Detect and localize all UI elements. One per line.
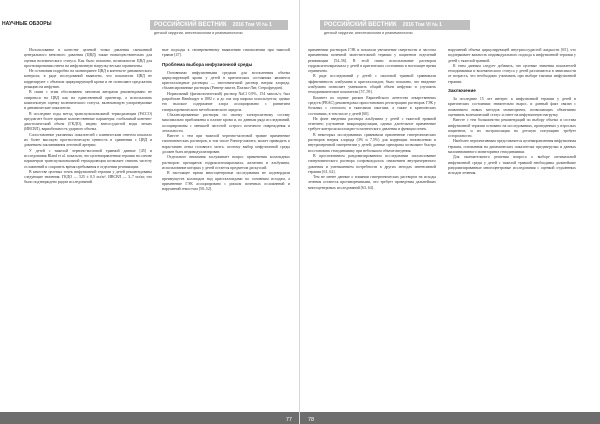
right-page-body bbox=[300, 48, 600, 406]
paragraph: В настоящее время многоцентровые исследования не подтвердили преимуществ коллоидов над кристаллоидами по основным исходам, а применение ГЭК ассоциировано с риском почечных осложнений и нарушений гемостаза [50–52]. bbox=[162, 171, 290, 192]
paragraph: На фоне введения раствора альбумина у детей с тяжелой травмой отмечено улучшение микроциркуляции, однако длительное применение требует контроля коллоидно-осмотического давления и функции почек. bbox=[308, 116, 436, 132]
paragraph: Сопоставление указанных показателей с клиническим ответом показало их более высокую прогностическую ценность в сравнении с ЦВД и давлением заклинивания легочной артерии. bbox=[24, 132, 152, 148]
paragraph: Сбалансированные растворы по своему электролитному составу максимально приближены к плазме крови и, по данным ряда исследований, ассоциированы с меньшей частотой острого почечного повреждения и летальности. bbox=[162, 112, 290, 133]
paragraph: Комитет по оценке рисков Европейского агентства лекарственных средств (PRAC) рекомендовал приостановить регистрацию растворов ГЭК у больных с сепсисом и тяжелыми ожогами, а также в критических состояниях, в том числе у детей [60]. bbox=[308, 95, 436, 116]
paragraph: Не остановим подробно на мониторинге ЦВД в контексте динамического контроля; в ряде исследований выявлено, что показатели ЦВД не коррелируют с объемом циркулирующей крови и не позволяют предсказать реакцию на инфузию. bbox=[24, 69, 152, 90]
journal-title bbox=[320, 20, 470, 30]
paragraph: У детей с тяжелой черепно-мозговой травмой данные [45] и исследования Bland et al. показали, что целенаправленная терапия на основе параметров транспульмональной термодилюции позволяет снизить частоту осложнений и сократить время пребывания в отделении реанимации. bbox=[24, 148, 152, 169]
journal-title bbox=[150, 20, 288, 30]
paragraph: нарушений объема циркулирующей внутрисосудистой жидкости [65], что подчеркивает важность индивидуального подхода к инфузионной терапии у детей с тяжелой травмой. bbox=[448, 48, 576, 63]
right-column-2 bbox=[448, 48, 576, 406]
section-label: НАУЧНЫЕ ОБЗОРЫ bbox=[2, 21, 52, 27]
right-page-footer bbox=[300, 412, 600, 424]
paragraph: применении растворов ГЭК и показали увеличение смертности и частоты применения почечной заместительной терапии у пациентов отделений реанимации [54–56]. В этой связи использование растворов гидроксиэтилкрахмала у детей в критических состояниях в настоящее время ограничено. bbox=[308, 48, 436, 74]
right-column-1 bbox=[308, 48, 436, 406]
paragraph: Тем не менее данные о влиянии гипертонических растворов на исходы лечения остаются противоречивыми, что требует проведения дальнейших многоцентровых исследований [63, 64]. bbox=[308, 175, 436, 190]
paragraph: Основными инфузионными средами для восполнения объема циркулирующей крови у детей в критических состояниях являются кристаллоидные растворы — изотонический раствор натрия хлорида, сбалансированные растворы (Рингер-лактат, Плазма-Лит, Стерофундин). bbox=[162, 70, 290, 91]
paragraph: Нормальный (физиологический) раствор NaCl 0,9%, 154 ммоль/л, был разработан Hamburger в 1882 г. и до сих пор широко используется; однако его высокое содержание хлора ассоциировано с развитием гиперхлоремического метаболического ацидоза. bbox=[162, 91, 290, 112]
journal-issue: 2016 Том VI № 1 bbox=[402, 22, 442, 28]
journal-name: РОССИЙСКИЙ ВЕСТНИК bbox=[324, 22, 397, 28]
page-number: 78 bbox=[308, 417, 315, 423]
paragraph: Вместе с тем большинство рекомендаций по выбору объема и состава инфузионной терапии основано на исследованиях, проведенных у взрослых пациентов, и их экстраполяция на детскую популяцию требует осторожности. bbox=[448, 118, 576, 139]
journal-name: РОССИЙСКИЙ ВЕСТНИК bbox=[154, 22, 227, 28]
paragraph: В проспективном рандомизированном исследовании использование гипертонического раствора сопровождалось снижением внутричерепного давления и уменьшением потребности в других методах интенсивной терапии [61, 62]. bbox=[308, 153, 436, 174]
paragraph: Наиболее перспективным представляется целенаправленная инфузионная терапия, основанная на динамических показателях преднагрузки и данных малоинвазивного мониторинга гемодинамики. bbox=[448, 139, 576, 155]
paragraph: В последние годы метод транспульмональной термодилюции (PiCCO) предлагает более прямые количественные параметры: глобальный конечно-диастолический объем (ГКДО), индекс внесосудистой воды легких (ИВСВЛ), вариабельность ударного объема. bbox=[24, 111, 152, 132]
left-page-body bbox=[0, 48, 300, 406]
left-page-footer bbox=[0, 412, 300, 424]
paragraph: В качестве целевых точек инфузионной терапии у детей рекомендованы следующие значения: ГКДО — 525 ± 0,5 мл/м², ИВСВЛ — 3–7 мл/кг, что было подтверждено рядом исследований. bbox=[24, 169, 152, 185]
left-page-header bbox=[0, 15, 300, 34]
right-page bbox=[300, 0, 600, 424]
paragraph: Отдельного внимания заслуживает вопрос применения коллоидных растворов: препаратов гидроксиэтилкрахмала, желатина и альбумина, использование которых у детей остается предметом дискуссий. bbox=[162, 155, 290, 170]
journal-issue: 2016 Том VI № 1 bbox=[232, 22, 272, 28]
left-column-2 bbox=[162, 48, 290, 406]
page-number: 77 bbox=[285, 417, 292, 423]
paragraph: ные подходы к своевременному выявлению гиповолемии при тяжелой травме [47]. bbox=[162, 48, 290, 58]
paragraph: Вместе с тем при тяжелой черепно-мозговой травме применение гипотонических растворов, в том числе Рингер-лактата, может приводить к нарастанию отека головного мозга, поэтому выбор инфузионной среды должен быть индивидуализирован. bbox=[162, 134, 290, 155]
paragraph: В некоторых исследованиях сравнивали применение гипертонических растворов натрия хлорида (3% и 7,5%) для коррекции гиповолемии и внутричерепной гипертензии у детей; данные препараты позволяют быстро восстановить гемодинамику при небольшом объеме введения. bbox=[308, 132, 436, 153]
journal-subtitle: детской хирургии, анестезиологии и реаниматологии bbox=[324, 31, 413, 35]
paragraph: К этим данным следует добавить, что целевые значения показателей гемодинамики и волемического статуса у детей различаются в зависимости от возраста, что необходимо учитывать при выборе тактики инфузионной терапии. bbox=[448, 63, 576, 84]
section-heading: Проблема выбора инфузионной среды bbox=[162, 61, 253, 67]
journal-subtitle: детской хирургии, анестезиологии и реаниматологии bbox=[154, 31, 243, 35]
paragraph: В ряде исследований у детей с ожоговой травмой сравнивали эффективность альбумина и кристаллоидов; было показано, что введение альбумина позволяет уменьшить общий объем инфузии и улучшить гемодинамические показатели [57–59]. bbox=[308, 74, 436, 95]
paragraph: Для окончательного решения вопроса о выборе оптимальной инфузионной среды у детей с тяжелой травмой необходимы дальнейшие рандомизированные многоцентровые исследования с оценкой отдаленных исходов лечения. bbox=[448, 155, 576, 176]
paragraph: В связи с этим обоснованно многими авторами рекомендовано не опираться на ЦВД как на единственный ориентир, а использовать комплексную оценку волемического статуса, включающую ультразвуковые и динамические показатели. bbox=[24, 90, 152, 111]
paragraph: За последние 15 лет интерес к инфузионной терапии у детей в критических состояниях значительно вырос, и данный факт связан с появлением новых методов мониторинга, позволяющих объективно оценивать волемический статус и ответ на инфузионную нагрузку. bbox=[448, 97, 576, 117]
paragraph: Использование в качестве целевой точки давления смешанной центрального венозного давления (ЦВД) также низкочувствительно для оценки волемического статуса. Как было показано, возможности ЦВД для прогнозирования ответа на инфузионную нагрузку весьма ограничены. bbox=[24, 48, 152, 68]
section-heading: Заключение bbox=[448, 88, 476, 94]
right-page-header bbox=[300, 15, 600, 34]
left-column-1 bbox=[24, 48, 152, 406]
